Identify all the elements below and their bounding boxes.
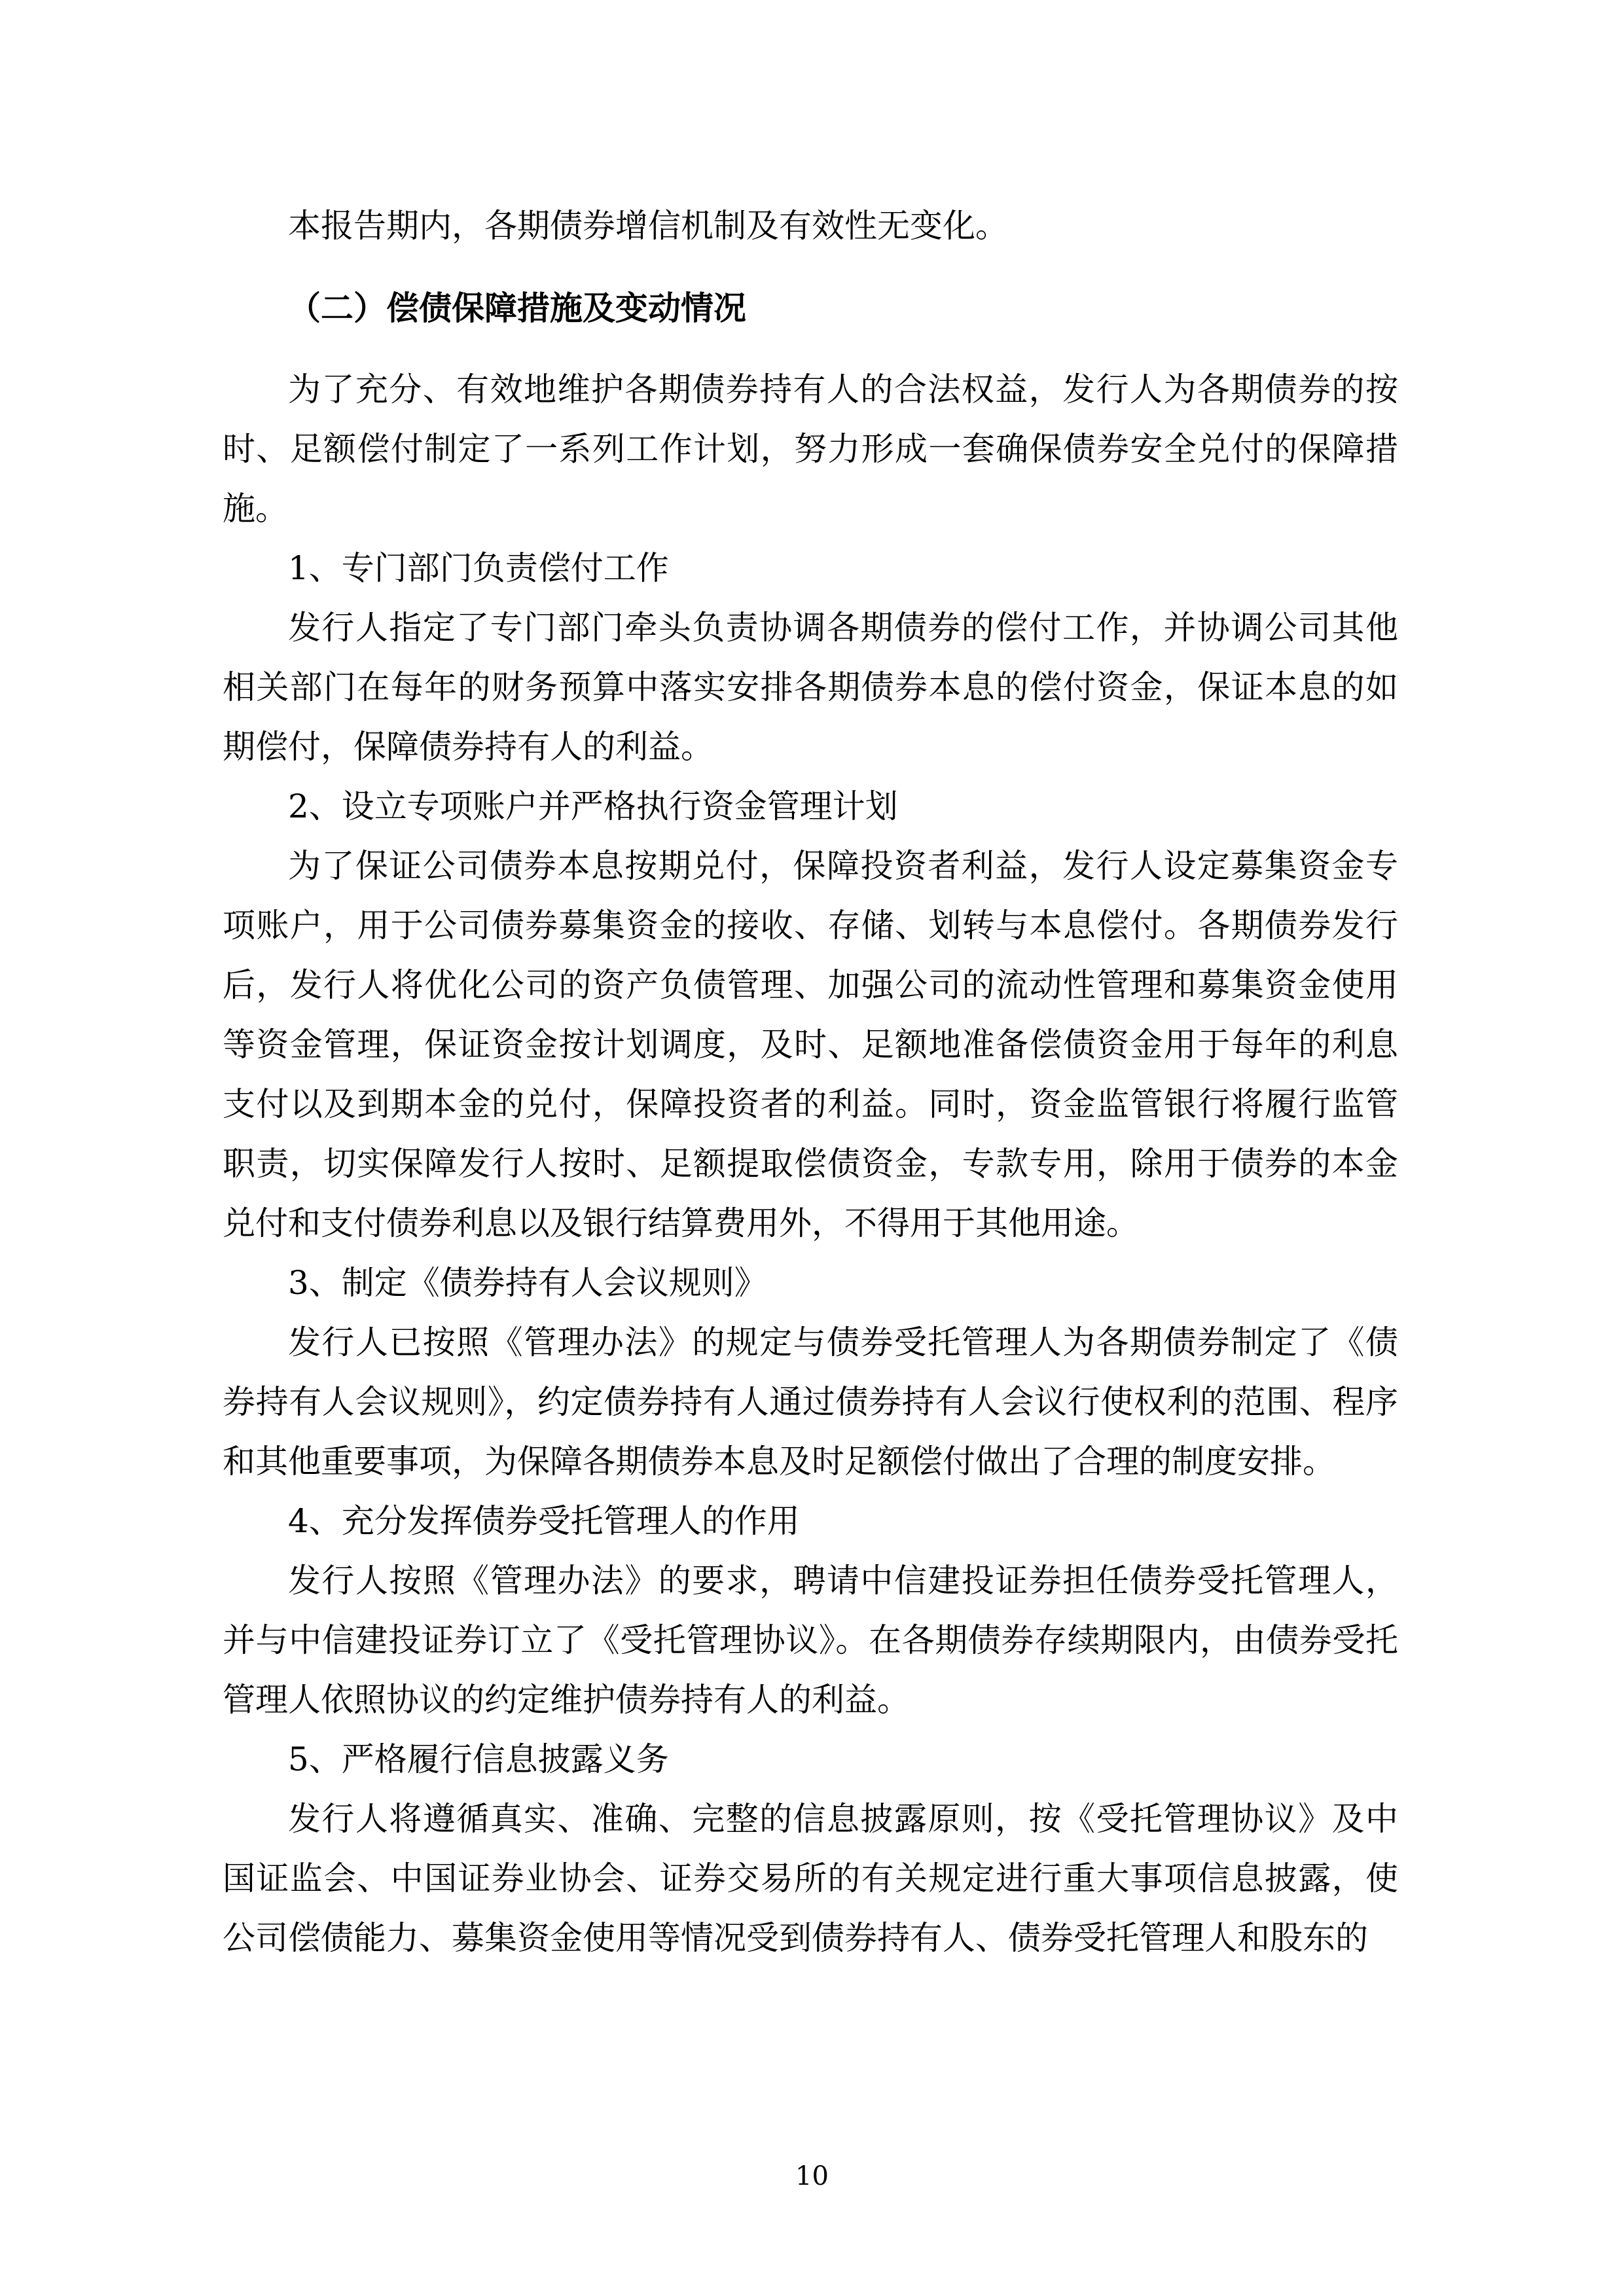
list-item-1-title: 1、专门部门负责偿付工作 bbox=[288, 549, 669, 587]
page-number: 10 bbox=[795, 2161, 829, 2191]
list-item-4-body: 发行人按照《管理办法》的要求，聘请中信建投证券担任债券受托管理人，并与中信建投证券订立了《受托管理协议》。在各期债券存续期限内，由债券受托管理人依照协议的约定维护债券持有人的利益。 bbox=[223, 1562, 1398, 1719]
list-item-3-title: 3、制定《债券持有人会议规则》 bbox=[288, 1264, 767, 1302]
list-item-4-title: 4、充分发挥债券受托管理人的作用 bbox=[288, 1502, 800, 1540]
list-item-2-title: 2、设立专项账户并严格执行资金管理计划 bbox=[288, 787, 898, 825]
list-item-5-title: 5、严格履行信息披露义务 bbox=[288, 1740, 669, 1778]
list-item-2-body: 为了保证公司债券本息按期兑付，保障投资者利益，发行人设定募集资金专项账户，用于公司债券募集资金的接收、存储、划转与本息偿付。各期债券发行后，发行人将优化公司的资产负债管理、加强公司的流动性管理和募集资金使用等资金管理，保证资金按计划调度，及时、足额地准备偿债资金用于每年的利息支付以及到期本金的兑付，保障投资者的利益。同时，资金监管银行将履行监管职责，切实保障发行人按时、足额提取偿债资金，专款专用，除用于债券的本金兑付和支付债券利息以及银行结算费用外，不得用于其他用途。 bbox=[223, 847, 1398, 1242]
list-item-5-body: 发行人将遵循真实、准确、完整的信息披露原则，按《受托管理协议》及中国证监会、中国证券业协会、证券交易所的有关规定进行重大事项信息披露，使公司偿债能力、募集资金使用等情况受到债券持有人、债券受托管理人和股东的 bbox=[223, 1800, 1398, 1957]
paragraph-intro: 本报告期内，各期债券增信机制及有效性无变化。 bbox=[288, 207, 1008, 245]
section-heading-2: （二）偿债保障措施及变动情况 bbox=[288, 289, 746, 327]
list-item-1-body: 发行人指定了专门部门牵头负责协调各期债券的偿付工作，并协调公司其他相关部门在每年的财务预算中落实安排各期债券本息的偿付资金，保证本息的如期偿付，保障债券持有人的利益。 bbox=[223, 609, 1398, 766]
document-body bbox=[223, 196, 1398, 1968]
paragraph-measures-intro: 为了充分、有效地维护各期债券持有人的合法权益，发行人为各期债券的按时、足额偿付制定了一系列工作计划，努力形成一套确保债券安全兑付的保障措施。 bbox=[223, 370, 1398, 528]
list-item-3-body: 发行人已按照《管理办法》的规定与债券受托管理人为各期债券制定了《债券持有人会议规则》，约定债券持有人通过债券持有人会议行使权利的范围、程序和其他重要事项，为保障各期债券本息及时足额偿付做出了合理的制度安排。 bbox=[223, 1323, 1398, 1480]
